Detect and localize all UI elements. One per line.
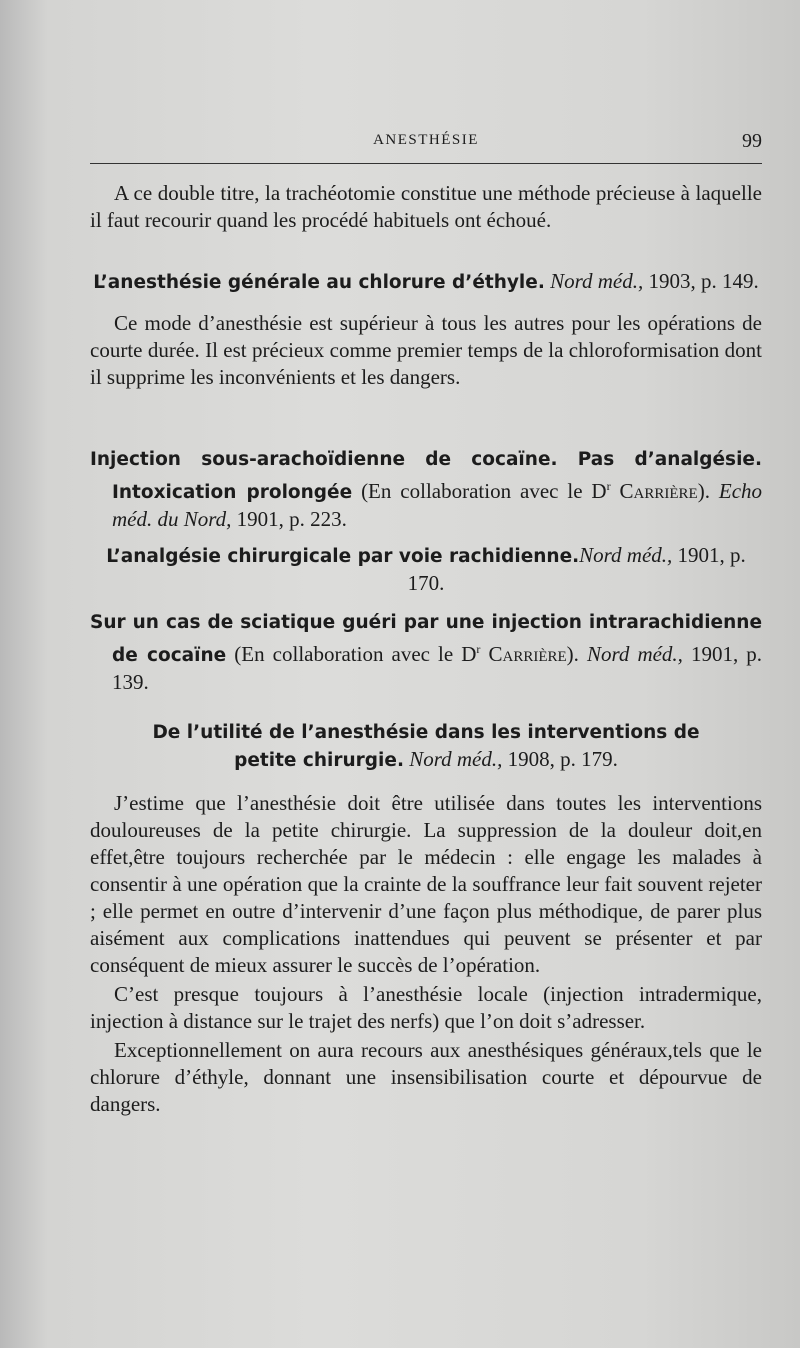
entry-ref: 1908, p. 179. (507, 747, 618, 771)
entry-collab-sup: r (476, 642, 481, 656)
entry-heading (90, 268, 762, 296)
entry-journal: Nord méd., (409, 747, 503, 771)
entry-ref: 1903, p. 149. (648, 269, 759, 293)
entry-sciatica (90, 608, 762, 696)
entry-title: L’anesthésie générale au chlorure d’éthyle. (93, 272, 545, 293)
entry-collab-name: Carrière (619, 479, 698, 503)
entry-title: Injection sous-arachoïdienne de cocaïne. Pas d’analgésie. Intoxication prolongée (90, 449, 762, 503)
entry-journal: Nord méd., (579, 543, 673, 567)
entry-ref: 1901, p. 139. (112, 642, 763, 694)
entry-journal: Echo méd. du Nord, (112, 479, 763, 531)
entry-title: L’analgésie chirurgicale par voie rachidienne. (106, 546, 580, 567)
entry-collab-name: Carrière (488, 642, 567, 666)
header-title: ANESTHÉSIE (373, 132, 479, 148)
intro-paragraph (90, 180, 762, 234)
page-number: 99 (742, 130, 762, 152)
entry-cocaine-injection (90, 445, 762, 533)
entry-minor-surgery (90, 718, 762, 1118)
entry-journal: Nord méd., (586, 642, 683, 666)
entry-ref: 1901, p. 223. (236, 507, 347, 531)
intro-text: A ce double titre, la trachéotomie constitue une méthode précieuse à laquelle il faut recourir quand les procédé habituels ont échoué. (90, 181, 762, 232)
header-rule (90, 163, 762, 164)
entry-heading (90, 542, 762, 597)
entry-summary: Ce mode d’anesthésie est supérieur à tous les autres pour les opérations de courte durée. Il est précieux comme premier temps de la chloroformisation dont il supprime les inconvénients et les dangers. (90, 311, 762, 389)
entry-heading (90, 718, 762, 774)
entry-spinal-analgesia (90, 542, 762, 597)
entry-collab-prefix: (En collaboration avec le D (234, 642, 477, 666)
entry-collab-suffix: ). (697, 479, 710, 503)
entry-title: Sur un cas de sciatique guéri par une injection intrarachidienne de cocaïne (90, 612, 762, 666)
entry-paragraph: J’estime que l’anesthésie doit être utilisée dans toutes les interventions douloureuses de la petite chirurgie. La suppression de la douleur doit,en effet,être toujours recherchée par le médecin : elle engage les malades à consentir à une opération que la crainte de la souffrance leur fait souvent rejeter ; elle permet en outre d’intervenir d’une façon plus méthodique, de parer plus aisément aux complications inattendues qui peuvent se présenter et par conséquent de mieux assurer le succès de l’opération. (90, 791, 762, 977)
entry-paragraph: C’est presque toujours à l’anesthésie locale (injection intradermique, injection à distance sur le trajet des nerfs) que l’on doit s’adresser. (90, 982, 762, 1033)
entry-collab-prefix: (En collaboration avec le D (361, 479, 607, 503)
entry-title: De l’utilité de l’anesthésie dans les interventions de petite chirurgie. (152, 722, 700, 771)
entry-collab-sup: r (606, 479, 611, 493)
running-header (90, 130, 762, 154)
entry-journal: Nord méd., (550, 269, 644, 293)
entry-ethyl-chloride (90, 268, 762, 391)
entry-heading (90, 445, 762, 533)
entry-paragraph: Exceptionnellement on aura recours aux anesthésiques généraux,tels que le chlorure d’éthyle, donnant une insensibilisation courte et dépourvue de dangers. (90, 1038, 762, 1116)
entry-collab-suffix: ). (566, 642, 579, 666)
entry-ref: 1901, p. 170. (407, 543, 746, 595)
entry-heading (90, 608, 762, 696)
